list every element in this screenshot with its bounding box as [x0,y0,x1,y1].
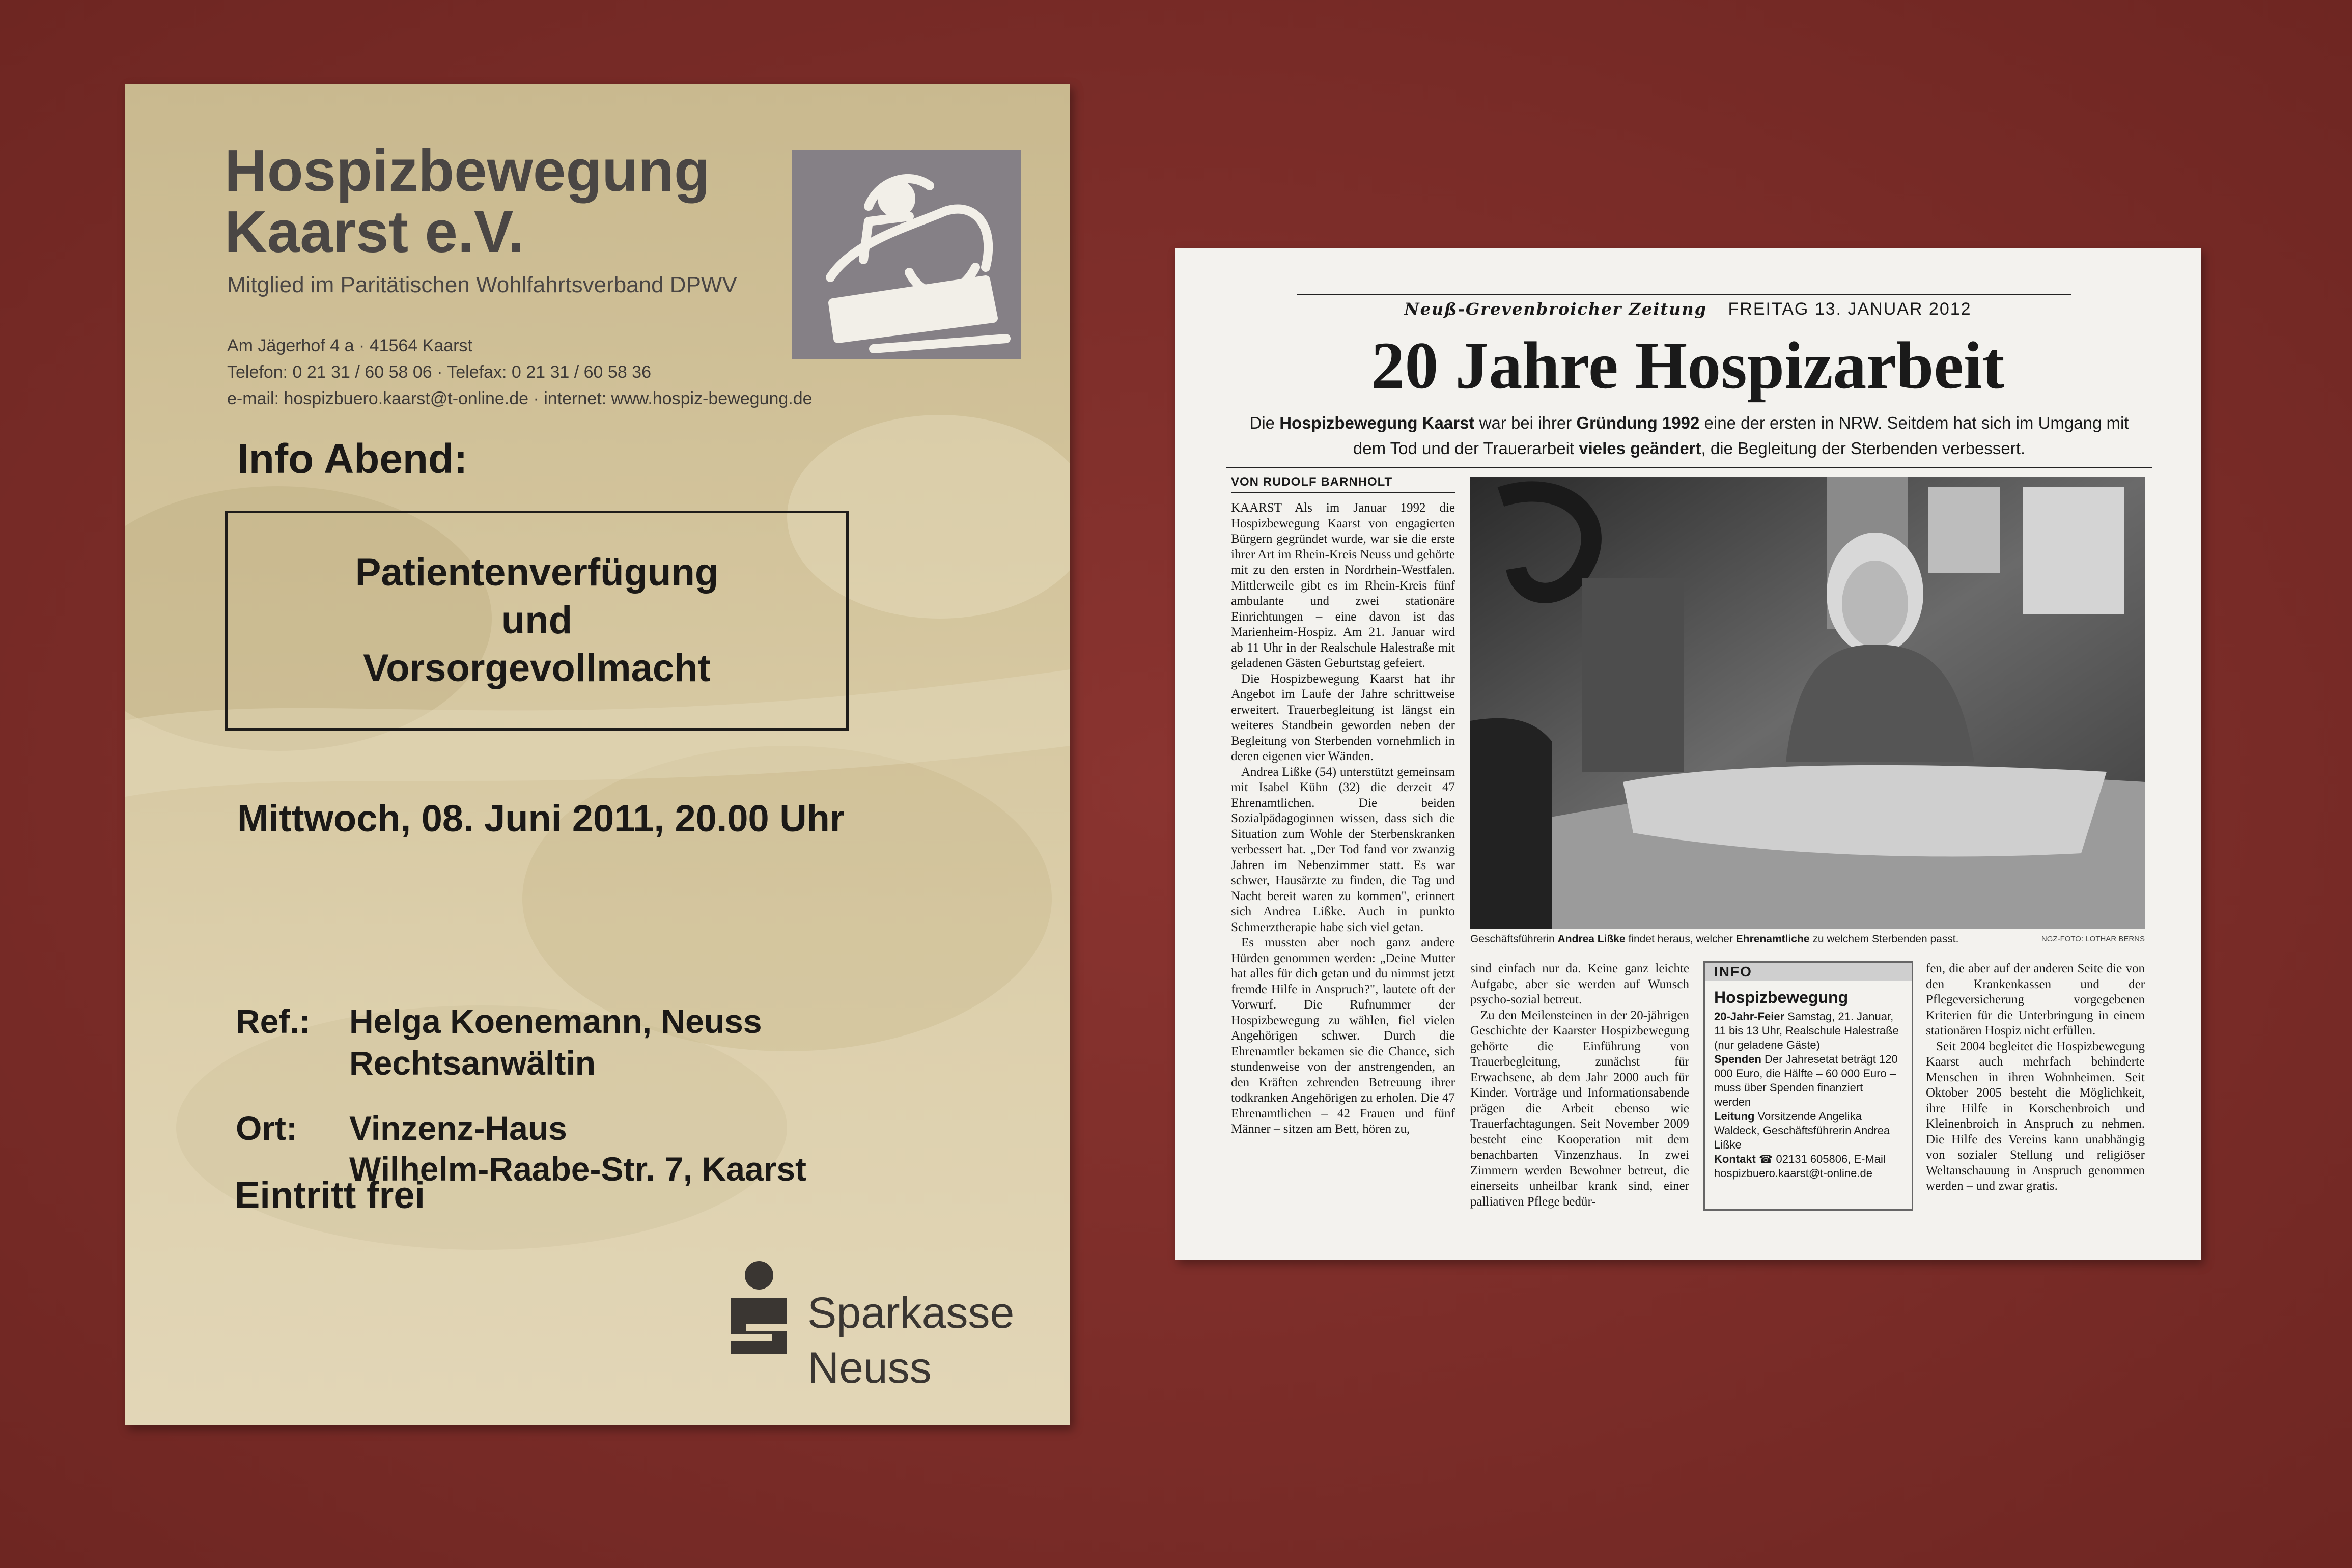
sponsor-name [807,1285,1014,1395]
org-name-line1: Hospizbewegung [225,137,710,204]
sparkasse-logo-icon [721,1257,797,1359]
sponsor-line1: Sparkasse [807,1289,1015,1337]
byline: VON RUDOLF BARNHOLT [1231,475,1393,489]
info-text: ☎ 02131 605806, E-Mail hospizbuero.kaarst@t-online.de [1714,1153,1886,1180]
entry-free-text: Eintritt frei [235,1174,426,1216]
info-line [1714,1010,1902,1052]
top-rule [1297,294,2071,295]
speaker-name: Helga Koenemann, Neuss [349,1002,762,1040]
venue-name: Vinzenz-Haus [349,1109,567,1147]
section-rule [1226,467,2152,468]
paragraph: Zu den Meilensteinen in der 20-jährigen Geschichte der Kaarster Hospizbewegung gehörte die Einführung von Trauerbegleitung, zunächst für Erwachsene, ab dem Jahr 2000 auch für Kinder. Vorträge und Informationsabende prägen die Arbeit ebenso wie Trauerfachtagungen. Seit November 2009 besteht eine Kooperation mit dem benachbarten Vinzenzhaus. In zwei Zimmern werden Bewohner betreut, die einerseits unheilbar krank sind, einer palliativen Pflege bedür- [1470,1008,1689,1209]
subline-bold: Gründung 1992 [1576,413,1700,432]
topic-line2: und [501,599,573,642]
subline-text: eine der ersten in NRW. Seitdem hat sich im Umgang mit dem Tod und der Trauerarbeit [1353,413,2129,458]
article-column-2 [1470,961,1689,1226]
paragraph: Seit 2004 begleitet die Hospizbewegung Kaarst auch mehrfach behinderte Menschen in ihren Wohnheimen. Seit Oktober 2005 besteht die Möglichkeit, ihre Hilfe in Korschenbroich und Kleinenbroich in Anspruch zu nehmen. Die Hilfe des Vereins kann unabhängig von sozialer Stellung und religiöser Weltanschauung in Anspruch genommen werden – und zwar gratis. [1926,1039,2145,1193]
membership-text: Mitglied im Paritätischen Wohlfahrtsverband DPWV [227,272,737,297]
subline-bold: vieles geändert [1579,439,1701,458]
info-box-header: INFO [1705,963,1912,981]
info-box-title: Hospizbewegung [1714,988,1849,1006]
info-label: 20-Jahr-Feier [1714,1010,1785,1023]
info-text: Vorsitzende Angelika Waldeck, Geschäftsführerin Andrea Lißke [1714,1110,1890,1151]
organization-name [225,137,710,265]
venue-label: Ort: [236,1109,297,1147]
photo-caption [1470,933,2145,945]
caption-bold: Andrea Lißke [1557,933,1626,945]
info-text: Der Jahresetat beträgt 120 000 Euro, die Hälfte – 60 000 Euro – muss über Spenden finanziert werden [1714,1053,1898,1108]
event-flyer [125,84,1070,1425]
speaker-role: Rechtsanwältin [349,1044,596,1082]
caption-text: findet heraus, welcher [1625,933,1736,945]
address-line: Am Jägerhof 4 a · 41564 Kaarst [227,336,472,355]
caption-bold: Ehrenamtliche [1735,933,1810,945]
paragraph: Andrea Lißke (54) unterstützt gemeinsam mit Isabel Kühn (32) die derzeit 47 Ehrenamtlichen. Die beiden Sozialpädagoginnen wissen, dass sich die Situation zum Wohle der Sterbenskranken verbessert hat. „Der Tod fand vor zwanzig Jahren im Nebenzimmer statt. Es war schwer, Hausärzte zu finden, die Tag und Nacht bereit waren zu kommen", erinnert sich Andrea Lißke. Auch in punkto Schmerztherapie habe sich viel getan. [1231,765,1455,934]
topic-box [225,511,849,731]
info-label: Kontakt [1714,1153,1756,1165]
paragraph: sind einfach nur da. Keine ganz leichte Aufgabe, aber sie werden auf Wunsch psycho-sozial betreut. [1470,962,1689,1006]
info-label: Spenden [1714,1053,1761,1066]
hospice-logo-icon [792,150,1021,359]
newspaper-clipping [1175,248,2201,1260]
sponsor-line2: Neuss [807,1343,932,1392]
email-web-line: e-mail: hospizbuero.kaarst@t-online.de · internet: www.hospiz-bewegung.de [227,389,813,408]
newspaper-name: Neuß-Grevenbroicher Zeitung [1404,299,1707,319]
paragraph: fen, die aber auf der anderen Seite die von den Krankenkassen und der Pflegeversicherung vorgegebenen Kriterien für die Unterbringung in einem stationären Hospiz nicht erfüllen. [1926,962,2145,1038]
topic-line1: Patientenverfügung [355,551,719,594]
info-box [1703,961,1913,1211]
speaker-label: Ref.: [236,1002,311,1040]
article-photo [1470,477,2145,929]
venue-address: Wilhelm-Raabe-Str. 7, Kaarst [349,1150,807,1188]
subline-text: , die Begleitung der Sterbenden verbessert. [1701,439,2026,458]
info-label: Leitung [1714,1110,1755,1123]
article-column-1 [1231,500,1455,1223]
subline-text: war bei ihrer [1474,413,1577,432]
paragraph: Es mussten aber noch ganz andere Hürden genommen werden: „Deine Mutter hat alles für dich getan und du nimmst jetzt fremde Hilfe in Anspruch?", lautete oft der Vorwurf. Die Rufnummer der Hospizbewegung zu wählen, fiel vielen Angehörigen schwer. Durch die Ehrenamtler bekamen sie die Chance, sich stundenweise von der anstrengenden, an den Kräften zehrenden Betreuung ihrer todkranken Angehörigen zu erholen. Die 47 Ehrenamtlichen – 42 Frauen und fünf Männer – sitzen am Bett, hören zu, [1231,936,1455,1136]
event-date: Mittwoch, 08. Juni 2011, 20.00 Uhr [237,797,845,839]
info-line [1714,1109,1902,1152]
subline-text: Die [1249,413,1280,432]
info-text: Samstag, 21. Januar, 11 bis 13 Uhr, Realschule Halestraße (nur geladene Gäste) [1714,1010,1899,1051]
article-subline [1236,410,2142,461]
newspaper-date: FREITAG 13. JANUAR 2012 [1728,299,1972,319]
article-column-3 [1926,961,2145,1226]
paragraph: KAARST Als im Januar 1992 die Hospizbewegung Kaarst von engagierten Bürgern gegründet wurde, war sie die erste ihrer Art im Rhein-Kreis Neuss und gehörte mit zu den ersten in Nordrhein-Westfalen. Mittlerweile gibt es im Rhein-Kreis fünf ambulante und zwei stationäre Einrichtungen – eine davon ist das Marienheim-Hospiz. Am 21. Januar wird ab 11 Uhr in der Realschule Halestraße mit geladenen Gästen Geburtstag gefeiert. [1231,501,1455,670]
topic-line3: Vorsorgevollmacht [363,647,711,690]
paragraph: Die Hospizbewegung Kaarst hat ihr Angebot im Laufe der Jahre schrittweise erweitert. Trauerbegleitung ist längst ein weiteres Standbein geworden neben der Begleitung von Sterbenden vornehmlich in deren eigenen vier Wänden. [1231,671,1455,763]
byline-rule [1231,492,1455,493]
contact-block [227,332,813,412]
info-line [1714,1152,1902,1181]
info-evening-title: Info Abend: [237,436,468,482]
article-headline: 20 Jahre Hospizarbeit [1371,328,2005,403]
info-line [1714,1052,1902,1109]
phone-line: Telefon: 0 21 31 / 60 58 06 · Telefax: 0 21 31 / 60 58 36 [227,362,651,382]
org-name-line2: Kaarst e.V. [225,199,525,265]
subline-bold: Hospizbewegung Kaarst [1279,413,1475,432]
photo-credit: NGZ-FOTO: LOTHAR BERNS [2041,935,2145,943]
caption-text: zu welchem Sterbenden passt. [1809,933,1959,945]
caption-text: Geschäftsführerin [1470,933,1558,945]
masthead [1175,299,2201,319]
